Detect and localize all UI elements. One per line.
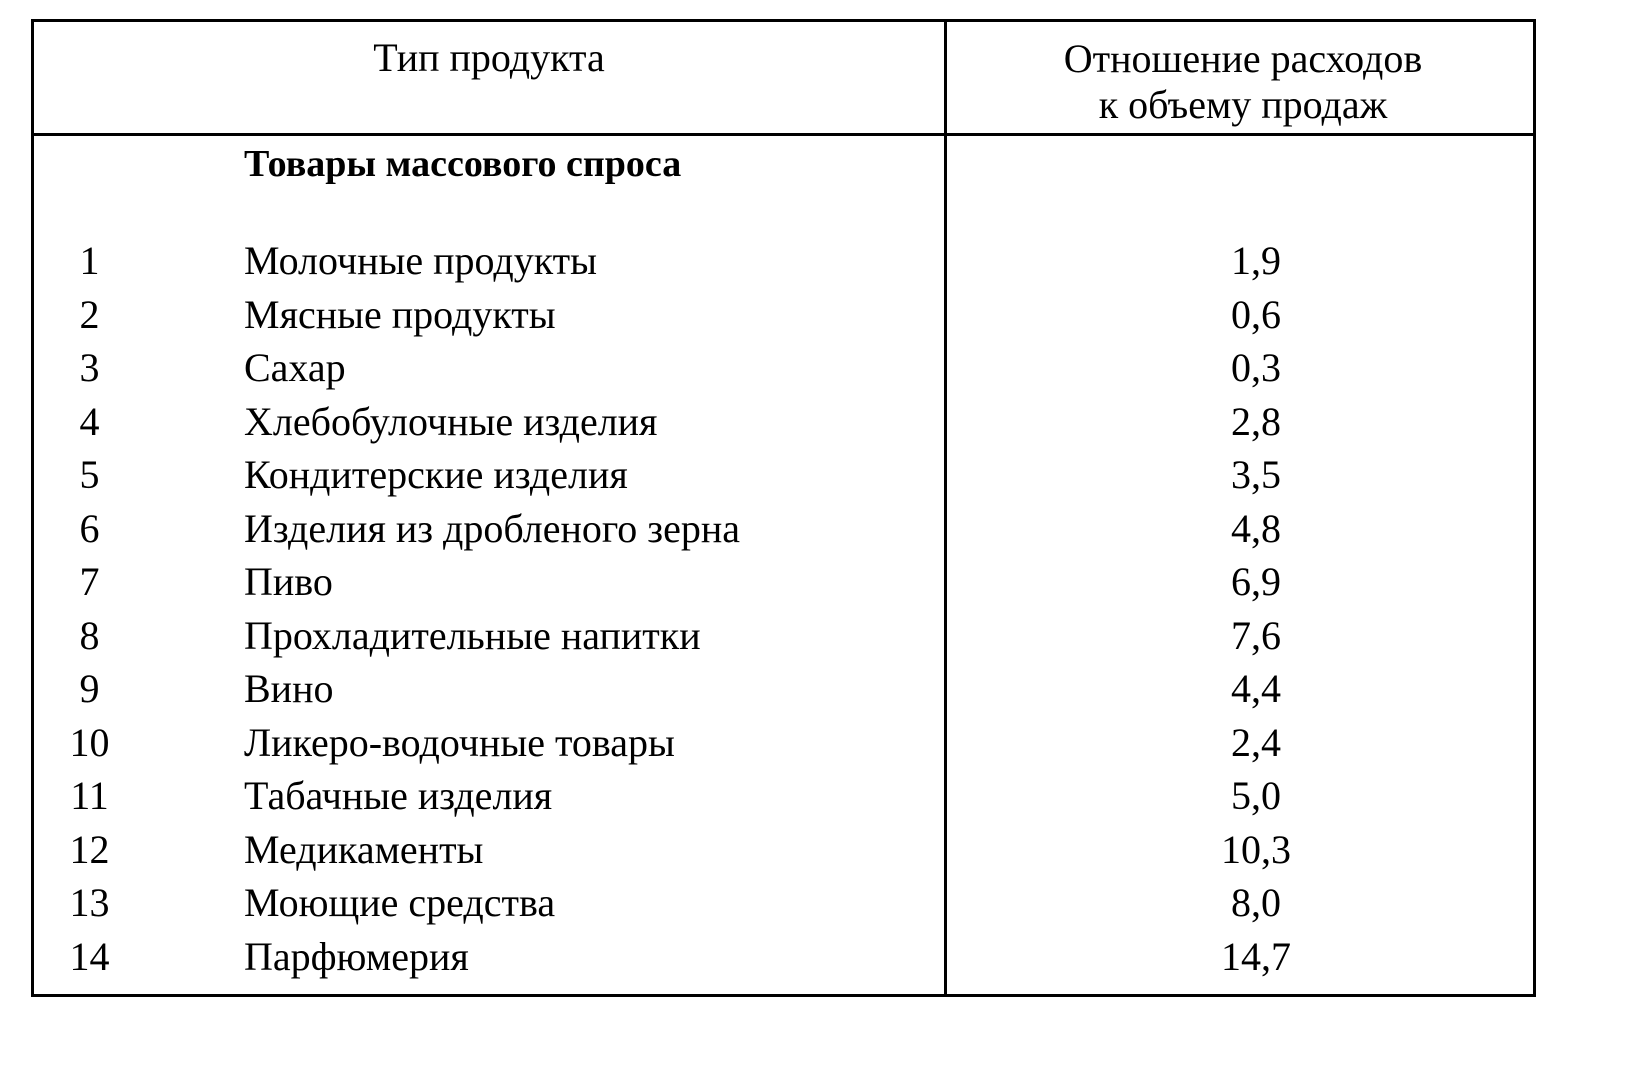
- product-name: Изделия из дробленого зерна: [244, 505, 740, 551]
- ratio-value: 3,5: [1231, 452, 1281, 497]
- ratio-value: 0,3: [1231, 345, 1281, 390]
- header-ratio: [947, 22, 1539, 133]
- table-row: [34, 288, 1533, 342]
- table-row: [34, 395, 1533, 449]
- row-number: 4: [79, 398, 100, 444]
- table-row: [34, 823, 1533, 877]
- row-number: 12: [69, 826, 110, 872]
- row-number: 13: [69, 880, 110, 925]
- row-number: 9: [79, 666, 100, 711]
- ratio-value: 4,4: [1231, 666, 1281, 711]
- row-number: 2: [79, 291, 100, 337]
- table-row: [34, 502, 1533, 556]
- table-row: [34, 341, 1533, 395]
- row-number: 14: [69, 933, 110, 979]
- header-ratio-line2: к объему продаж: [1098, 82, 1388, 127]
- product-name: Сахар: [244, 345, 346, 390]
- product-name: Пиво: [244, 559, 333, 604]
- product-name: Хлебобулочные изделия: [244, 398, 658, 444]
- table-row: [34, 448, 1533, 502]
- product-name: Вино: [244, 666, 334, 711]
- ratio-value: 4,8: [1231, 505, 1281, 551]
- ratio-value: 1,9: [1231, 238, 1281, 283]
- header-product-type: Тип продукта: [373, 35, 605, 80]
- product-name: Кондитерские изделия: [244, 452, 628, 497]
- table-row: [34, 769, 1533, 823]
- ratio-value: 2,8: [1231, 398, 1281, 444]
- table-row: [34, 234, 1533, 288]
- product-name: Молочные продукты: [244, 238, 597, 283]
- row-number: 11: [70, 773, 109, 818]
- row-number: 6: [79, 505, 100, 551]
- ratio-value: 0,6: [1231, 291, 1281, 337]
- table-row: [34, 930, 1533, 984]
- data-table: [31, 19, 1536, 997]
- table-row: [34, 662, 1533, 716]
- table-row: [34, 716, 1533, 770]
- ratio-value: 8,0: [1231, 880, 1281, 925]
- product-name: Мясные продукты: [244, 291, 556, 337]
- row-number: 1: [79, 238, 100, 283]
- table-row: [34, 609, 1533, 663]
- ratio-value: 10,3: [1221, 826, 1291, 872]
- table-row: [34, 555, 1533, 609]
- product-name: Ликеро-водочные товары: [244, 719, 675, 765]
- ratio-value: 5,0: [1231, 773, 1281, 818]
- section-title: Товары массового спроса: [244, 143, 682, 185]
- table-body: [34, 234, 1533, 983]
- row-number: 10: [69, 719, 110, 765]
- product-name: Табачные изделия: [244, 773, 553, 818]
- product-name: Моющие средства: [244, 880, 556, 925]
- ratio-value: 2,4: [1231, 719, 1281, 765]
- ratio-value: 7,6: [1231, 612, 1281, 658]
- row-number: 5: [79, 452, 100, 497]
- header-divider: [34, 133, 1533, 136]
- table-row: [34, 876, 1533, 930]
- ratio-value: 14,7: [1221, 933, 1291, 979]
- row-number: 3: [79, 345, 100, 390]
- product-name: Медикаменты: [244, 826, 484, 872]
- ratio-value: 6,9: [1231, 559, 1281, 604]
- product-name: Парфюмерия: [244, 933, 469, 979]
- header-ratio-line1: Отношение расходов: [1063, 36, 1423, 81]
- product-name: Прохладительные напитки: [244, 612, 701, 658]
- row-number: 8: [79, 612, 100, 658]
- row-number: 7: [79, 559, 100, 604]
